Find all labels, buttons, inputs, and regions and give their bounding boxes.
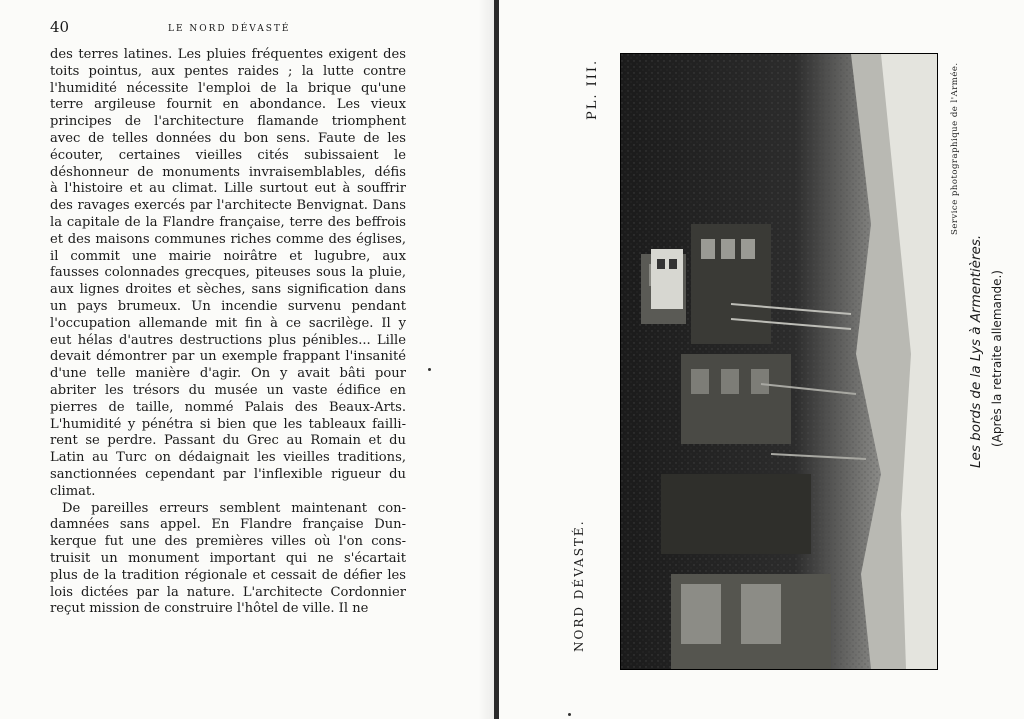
page-number: 40 bbox=[50, 18, 70, 36]
text-line: l'humidité nécessite l'emploi de la brique qu'une bbox=[50, 80, 406, 96]
text-line: lois dictées par la nature. L'architecte Cordonnier bbox=[50, 584, 406, 600]
body-text bbox=[50, 47, 406, 618]
text-line: écouter, certaines vieilles cités subissaient le bbox=[50, 147, 406, 163]
text-line: des terres latines. Les pluies fréquentes exigent des bbox=[50, 47, 406, 62]
text-line: et des maisons communes riches comme des églises, bbox=[50, 231, 406, 247]
text-line: plus de la tradition régionale et cessait de défier les bbox=[50, 567, 406, 583]
text-line: abriter les trésors du musée un vaste édifice en bbox=[50, 382, 406, 398]
ink-speck bbox=[428, 368, 431, 371]
text-line: l'occupation allemande mit fin à ce sacrilège. Il y bbox=[50, 315, 406, 331]
text-line: De pareilles erreurs semblent maintenant con- bbox=[62, 500, 406, 516]
text-line: un pays brumeux. Un incendie survenu pendant bbox=[50, 298, 406, 314]
photograph-plate bbox=[620, 53, 938, 670]
running-head: LE NORD DÉVASTÉ bbox=[168, 24, 291, 34]
ink-speck bbox=[568, 713, 571, 716]
text-line: eut hélas d'autres destructions plus pénibles... Lille bbox=[50, 332, 406, 348]
text-line: principes de l'architecture flamande triomphent bbox=[50, 114, 406, 130]
text-line: reçut mission de construire l'hôtel de ville. Il ne bbox=[50, 601, 369, 617]
text-line: climat. bbox=[50, 483, 96, 499]
text-line: des ravages exercés par l'architecte Benvignat. Dans bbox=[50, 198, 406, 214]
photo-illustration bbox=[621, 54, 937, 669]
text-line: L'humidité y pénétra si bien que les tableaux failli- bbox=[50, 416, 406, 432]
text-line: devait démontrer par un exemple frappant l'insanité bbox=[50, 349, 406, 365]
text-line: aux lignes droites et sèches, sans signification dans bbox=[50, 282, 406, 298]
book-short-title: NORD DÉVASTÉ. bbox=[572, 519, 586, 652]
gutter-shadow bbox=[478, 0, 494, 719]
text-line: pierres de taille, nommé Palais des Beaux-Arts. bbox=[50, 399, 406, 415]
text-line: il commit une mairie noirâtre et lugubre, aux bbox=[50, 248, 406, 264]
text-line: toits pointus, aux pentes raides ; la lutte contre bbox=[50, 63, 406, 79]
text-line: terre argileuse fournit en abondance. Les vieux bbox=[50, 97, 406, 113]
text-line: truisit un monument important qui ne s'écartait bbox=[50, 550, 406, 566]
book-gutter bbox=[494, 0, 499, 719]
text-line: kerque fut une des premières villes où l'on cons- bbox=[50, 534, 406, 550]
text-line: Latin au Turc on dédaignait les vieilles traditions, bbox=[50, 450, 406, 466]
text-line: damnées sans appel. En Flandre française Dun- bbox=[50, 517, 406, 533]
text-line: rent se perdre. Passant du Grec au Romain et du bbox=[50, 433, 406, 449]
text-line: à l'histoire et au climat. Lille surtout eut à souffrir bbox=[50, 181, 406, 197]
text-line: déshonneur de monuments invraisemblables, défis bbox=[50, 164, 406, 180]
plate-label: PL. III. bbox=[585, 58, 600, 120]
photo-credit: Service photographique de l'Armée. bbox=[950, 62, 960, 235]
caption-title: Les bords de la Lys à Armentières. bbox=[968, 234, 984, 468]
text-line: avec de telles données du bon sens. Faute de les bbox=[50, 130, 406, 146]
text-line: la capitale de la Flandre française, terre des beffrois bbox=[50, 214, 406, 230]
text-line: sanctionnées cependant par l'inflexible rigueur du bbox=[50, 466, 406, 482]
text-line: d'une telle manière d'agir. On y avait bâti pour bbox=[50, 366, 406, 382]
caption-subtitle: (Après la retraite allemande.) bbox=[990, 270, 1004, 447]
text-line: fausses colonnades grecques, piteuses sous la pluie, bbox=[50, 265, 406, 281]
